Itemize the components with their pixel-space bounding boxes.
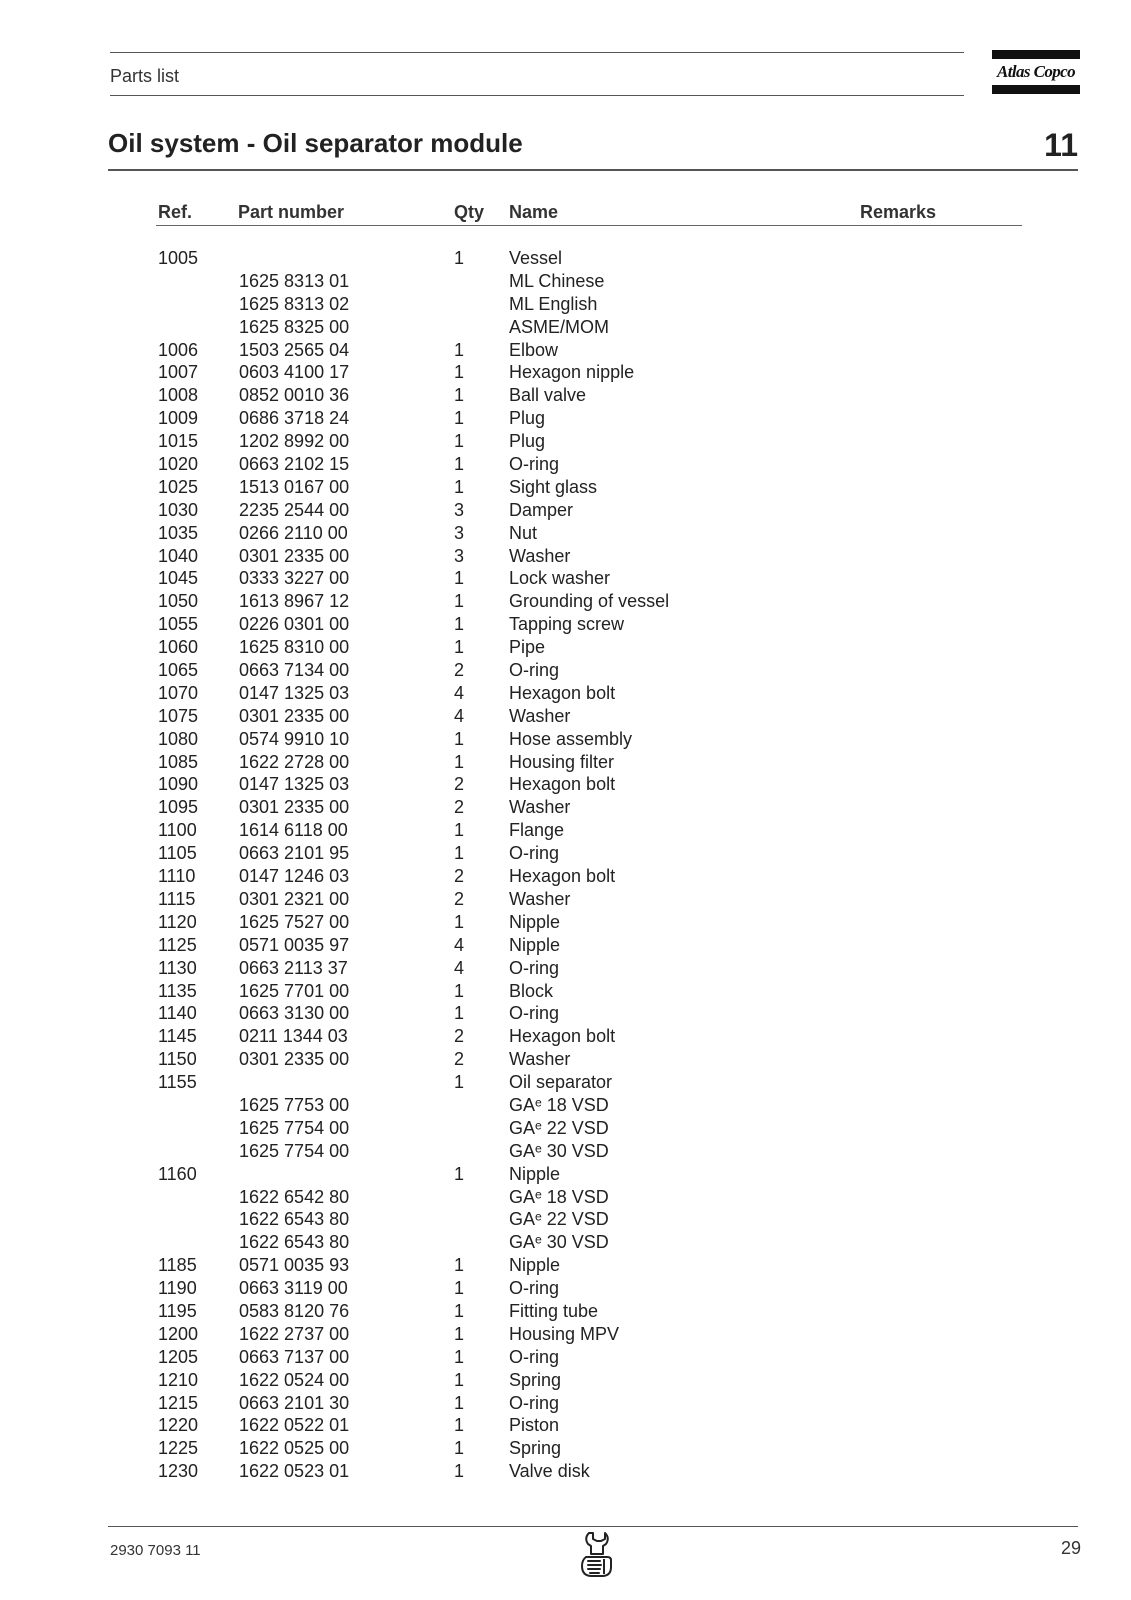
table-row [0,1323,1131,1346]
ref-cell: 1065 [158,660,199,681]
ref-cell: 1150 [158,1049,197,1070]
qty-cell: 1 [454,454,465,475]
table-row [0,705,1131,728]
part-number-cell: 0571 0035 97 [239,934,350,955]
ref-cell: 1085 [158,751,199,772]
qty-cell: 1 [454,431,465,452]
header-top-rule [110,52,964,53]
name-cell: Nut [509,522,538,543]
part-number-cell: 0226 0301 00 [239,614,350,635]
part-number-cell: 0301 2335 00 [239,545,350,566]
name-cell: Pipe [509,637,546,658]
qty-cell: 1 [454,1346,465,1367]
qty-cell: 3 [454,522,465,543]
table-row [0,1186,1131,1209]
qty-cell: 1 [454,1369,465,1390]
ref-cell: 1090 [158,774,199,795]
table-row [0,293,1131,316]
qty-cell: 1 [454,248,465,268]
document-number: 2930 7093 11 [110,1542,201,1559]
ref-cell: 1095 [158,797,199,818]
qty-cell: 1 [454,1392,465,1413]
table-row [0,590,1131,613]
ref-cell: 1130 [158,957,197,978]
part-number-cell: 0211 1344 03 [239,1026,348,1047]
part-number-cell: 1622 0522 01 [239,1415,350,1436]
part-number-cell: 1625 7754 00 [239,1117,350,1138]
part-number-cell: 0686 3718 24 [239,408,350,429]
name-cell: Flange [509,820,565,841]
part-number-cell: 1503 2565 04 [239,339,350,360]
part-number-cell: 0603 4100 17 [239,362,350,383]
qty-cell: 1 [454,385,465,406]
ref-cell: 1009 [158,408,199,429]
part-number-cell: 1614 6118 00 [239,820,348,841]
ref-cell: 1210 [158,1369,199,1390]
part-number-cell: 1622 0525 00 [239,1438,350,1459]
qty-cell: 1 [454,614,465,635]
part-number-cell: 1622 6543 80 [239,1209,350,1230]
qty-cell: 1 [454,843,465,864]
qty-cell: 1 [454,408,465,429]
table-row [0,247,1131,270]
name-cell: GAᵉ 22 VSD [509,1117,609,1138]
page-number: 29 [1060,1538,1081,1558]
name-cell: GAᵉ 18 VSD [509,1186,609,1207]
table-row [0,773,1131,796]
ref-cell: 1230 [158,1461,199,1482]
name-cell: Plug [509,431,546,452]
ref-cell: 1015 [158,431,199,452]
ref-cell: 1160 [158,1163,197,1184]
ref-cell: 1030 [158,499,199,520]
name-cell: O-ring [509,454,560,475]
table-row [0,316,1131,339]
qty-cell: 2 [454,888,465,909]
table-row [0,819,1131,842]
ref-cell: 1115 [158,888,196,909]
name-cell: Hose assembly [509,728,633,749]
part-number-cell: 2235 2544 00 [239,499,350,520]
ref-cell: 1055 [158,614,199,635]
column-header-remarks: Remarks [860,202,937,222]
table-row [0,1094,1131,1117]
name-cell: Lock washer [509,568,611,589]
part-number-cell: 0663 3119 00 [239,1278,348,1299]
table-row [0,1392,1131,1415]
name-cell: O-ring [509,1003,560,1024]
part-number-cell: 0663 3130 00 [239,1003,350,1024]
qty-cell: 1 [454,1072,465,1093]
table-row [0,476,1131,499]
table-row [0,751,1131,774]
part-number-cell: 0663 2101 95 [239,843,350,864]
ref-cell: 1220 [158,1415,199,1436]
name-cell: O-ring [509,957,560,978]
part-number-cell: 0301 2335 00 [239,797,350,818]
name-cell: Washer [509,797,571,818]
qty-cell: 1 [454,339,465,360]
name-cell: Ball valve [509,385,587,406]
ref-cell: 1200 [158,1323,199,1344]
name-cell: GAᵉ 30 VSD [509,1140,609,1161]
part-number-cell: 0663 2101 30 [239,1392,350,1413]
name-cell: ML Chinese [509,270,605,291]
name-cell: Hexagon nipple [509,362,635,383]
column-header-part-number: Part number [238,202,345,222]
qty-cell: 1 [454,1003,465,1024]
ref-cell: 1020 [158,454,199,475]
name-cell: Vessel [509,248,563,268]
ref-cell: 1035 [158,522,199,543]
table-row [0,1208,1131,1231]
name-cell: ML English [509,293,598,314]
qty-cell: 1 [454,1438,465,1459]
table-row [0,407,1131,430]
ref-cell: 1060 [158,637,199,658]
part-number-cell: 1622 2737 00 [239,1323,350,1344]
table-row [0,865,1131,888]
part-number-cell: 1622 6543 80 [239,1232,350,1253]
section-title: Oil system - Oil separator module [108,128,523,158]
logo-text: Atlas Copco [997,62,1075,81]
table-row [0,980,1131,1003]
part-number-cell: 0301 2335 00 [239,1049,350,1070]
table-row [0,1460,1131,1483]
qty-cell: 2 [454,1049,465,1070]
name-cell: GAᵉ 30 VSD [509,1232,609,1253]
name-cell: O-ring [509,843,560,864]
part-number-cell: 0583 8120 76 [239,1300,350,1321]
table-row [0,1300,1131,1323]
header-label: Parts list [110,66,180,86]
ref-cell: 1135 [158,980,197,1001]
name-cell: Nipple [509,1163,561,1184]
ref-cell: 1225 [158,1438,199,1459]
qty-cell: 1 [454,980,465,1001]
part-number-cell: 1613 8967 12 [239,591,350,612]
qty-cell: 1 [454,476,465,497]
ref-cell: 1075 [158,705,199,726]
name-cell: Washer [509,705,571,726]
qty-cell: 1 [454,637,465,658]
table-row [0,522,1131,545]
ref-cell: 1185 [158,1255,197,1276]
table-row [0,957,1131,980]
part-number-cell: 0571 0035 93 [239,1255,350,1276]
qty-cell: 4 [454,705,465,726]
name-cell: Sight glass [509,476,598,497]
part-number-cell: 1202 8992 00 [239,431,350,452]
table-row [0,1414,1131,1437]
part-number-cell: 1622 2728 00 [239,751,350,772]
atlas-copco-logo [992,50,1080,94]
qty-cell: 4 [454,957,465,978]
column-header-qty: Qty [454,202,485,222]
part-number-cell: 0852 0010 36 [239,385,350,406]
name-cell: Block [509,980,554,1001]
part-number-cell: 1622 0524 00 [239,1369,350,1390]
table-row [0,1346,1131,1369]
name-cell: Housing MPV [509,1323,620,1344]
part-number-cell: 1513 0167 00 [239,476,350,497]
name-cell: GAᵉ 18 VSD [509,1094,609,1115]
name-cell: Nipple [509,1255,561,1276]
part-number-cell: 0301 2321 00 [239,888,350,909]
name-cell: Spring [509,1438,562,1459]
table-row [0,911,1131,934]
name-cell: GAᵉ 22 VSD [509,1209,609,1230]
part-number-cell: 0333 3227 00 [239,568,350,589]
table-row [0,613,1131,636]
part-number-cell: 1625 8313 02 [239,293,350,314]
part-number-cell: 1625 8325 00 [239,316,350,337]
ref-cell: 1045 [158,568,199,589]
name-cell: Tapping screw [509,614,625,635]
ref-cell: 1080 [158,728,199,749]
name-cell: Nipple [509,934,561,955]
name-cell: Washer [509,1049,571,1070]
qty-cell: 2 [454,1026,465,1047]
table-row [0,1163,1131,1186]
part-number-cell: 0663 2113 37 [239,957,348,978]
ref-cell: 1215 [158,1392,199,1413]
table-row [0,270,1131,293]
table-row [0,888,1131,911]
name-cell: Oil separator [509,1072,613,1093]
qty-cell: 1 [454,1255,465,1276]
part-number-cell: 0147 1325 03 [239,682,350,703]
name-cell: Fitting tube [509,1300,599,1321]
qty-cell: 2 [454,660,465,681]
column-header-ref: Ref. [158,202,193,222]
qty-cell: 2 [454,797,465,818]
part-number-cell: 1625 7753 00 [239,1094,350,1115]
name-cell: Hexagon bolt [509,1026,616,1047]
table-row [0,934,1131,957]
table-row [0,545,1131,568]
table-row [0,636,1131,659]
table-row [0,1025,1131,1048]
ref-cell: 1005 [158,248,199,268]
name-cell: Hexagon bolt [509,774,616,795]
name-cell: O-ring [509,660,560,681]
qty-cell: 3 [454,545,465,566]
table-row [0,339,1131,362]
logo-bottom-bar [992,85,1080,94]
part-number-cell: 1622 0523 01 [239,1461,350,1482]
table-row [0,796,1131,819]
name-cell: Plug [509,408,546,429]
qty-cell: 1 [454,820,465,841]
ref-cell: 1155 [158,1072,197,1093]
part-number-cell: 1625 8310 00 [239,637,350,658]
footer-rule [108,1526,1078,1527]
qty-cell: 1 [454,1461,465,1482]
table-row [0,1277,1131,1300]
name-cell: O-ring [509,1278,560,1299]
ref-cell: 1100 [158,820,197,841]
name-cell: Damper [509,499,574,520]
part-number-cell: 0266 2110 00 [239,522,348,543]
qty-cell: 1 [454,1415,465,1436]
title-rule [108,169,1078,171]
part-number-cell: 0147 1246 03 [239,866,350,887]
ref-cell: 1070 [158,682,199,703]
table-row [0,1002,1131,1025]
name-cell: Elbow [509,339,559,360]
ref-cell: 1125 [158,934,197,955]
ref-cell: 1105 [158,843,197,864]
name-cell: Valve disk [509,1461,590,1482]
qty-cell: 1 [454,911,465,932]
table-row [0,682,1131,705]
table-row [0,1437,1131,1460]
part-number-cell: 1625 7754 00 [239,1140,350,1161]
table-row [0,1048,1131,1071]
name-cell: ASME/MOM [509,316,610,337]
name-cell: Washer [509,888,571,909]
section-number: 11 [1044,127,1078,163]
qty-cell: 1 [454,1163,465,1184]
ref-cell: 1008 [158,385,199,406]
table-row [0,659,1131,682]
name-cell: Housing filter [509,751,615,772]
name-cell: Hexagon bolt [509,682,616,703]
part-number-cell: 0663 7134 00 [239,660,350,681]
ref-cell: 1006 [158,339,199,360]
ref-cell: 1110 [158,866,196,887]
qty-cell: 1 [454,362,465,383]
qty-cell: 1 [454,1323,465,1344]
name-cell: Hexagon bolt [509,866,616,887]
qty-cell: 1 [454,728,465,749]
table-row [0,1254,1131,1277]
table-row [0,842,1131,865]
table-row [0,1231,1131,1254]
table-row [0,453,1131,476]
part-number-cell: 1625 8313 01 [239,270,350,291]
mechanic-icon [578,1530,616,1578]
parts-table [0,247,1131,1483]
ref-cell: 1025 [158,476,199,497]
part-number-cell: 0301 2335 00 [239,705,350,726]
table-row [0,1369,1131,1392]
name-cell: Washer [509,545,571,566]
qty-cell: 1 [454,568,465,589]
qty-cell: 2 [454,774,465,795]
qty-cell: 1 [454,1300,465,1321]
ref-cell: 1145 [158,1026,197,1047]
name-cell: Nipple [509,911,561,932]
ref-cell: 1190 [158,1278,197,1299]
name-cell: Grounding of vessel [509,591,670,612]
header-bottom-rule [110,95,964,96]
column-header-name: Name [509,202,559,222]
qty-cell: 4 [454,682,465,703]
ref-cell: 1205 [158,1346,199,1367]
part-number-cell: 0663 7137 00 [239,1346,350,1367]
ref-cell: 1120 [158,911,197,932]
table-row [0,430,1131,453]
part-number-cell: 0663 2102 15 [239,454,350,475]
qty-cell: 1 [454,1278,465,1299]
qty-cell: 4 [454,934,465,955]
table-row [0,384,1131,407]
qty-cell: 1 [454,591,465,612]
name-cell: Piston [509,1415,560,1436]
part-number-cell: 0574 9910 10 [239,728,350,749]
name-cell: Spring [509,1369,562,1390]
name-cell: O-ring [509,1346,560,1367]
part-number-cell: 1622 6542 80 [239,1186,350,1207]
table-row [0,499,1131,522]
table-row [0,361,1131,384]
table-row [0,567,1131,590]
ref-cell: 1140 [158,1003,197,1024]
part-number-cell: 1625 7701 00 [239,980,350,1001]
ref-cell: 1195 [158,1300,197,1321]
qty-cell: 3 [454,499,465,520]
logo-top-bar [992,50,1080,59]
table-row [0,1071,1131,1094]
name-cell: O-ring [509,1392,560,1413]
part-number-cell: 0147 1325 03 [239,774,350,795]
ref-cell: 1007 [158,362,199,383]
part-number-cell: 1625 7527 00 [239,911,350,932]
ref-cell: 1050 [158,591,199,612]
table-row [0,728,1131,751]
table-row [0,1140,1131,1163]
qty-cell: 2 [454,866,465,887]
ref-cell: 1040 [158,545,199,566]
table-row [0,1117,1131,1140]
column-header-rule [156,225,1022,226]
qty-cell: 1 [454,751,465,772]
